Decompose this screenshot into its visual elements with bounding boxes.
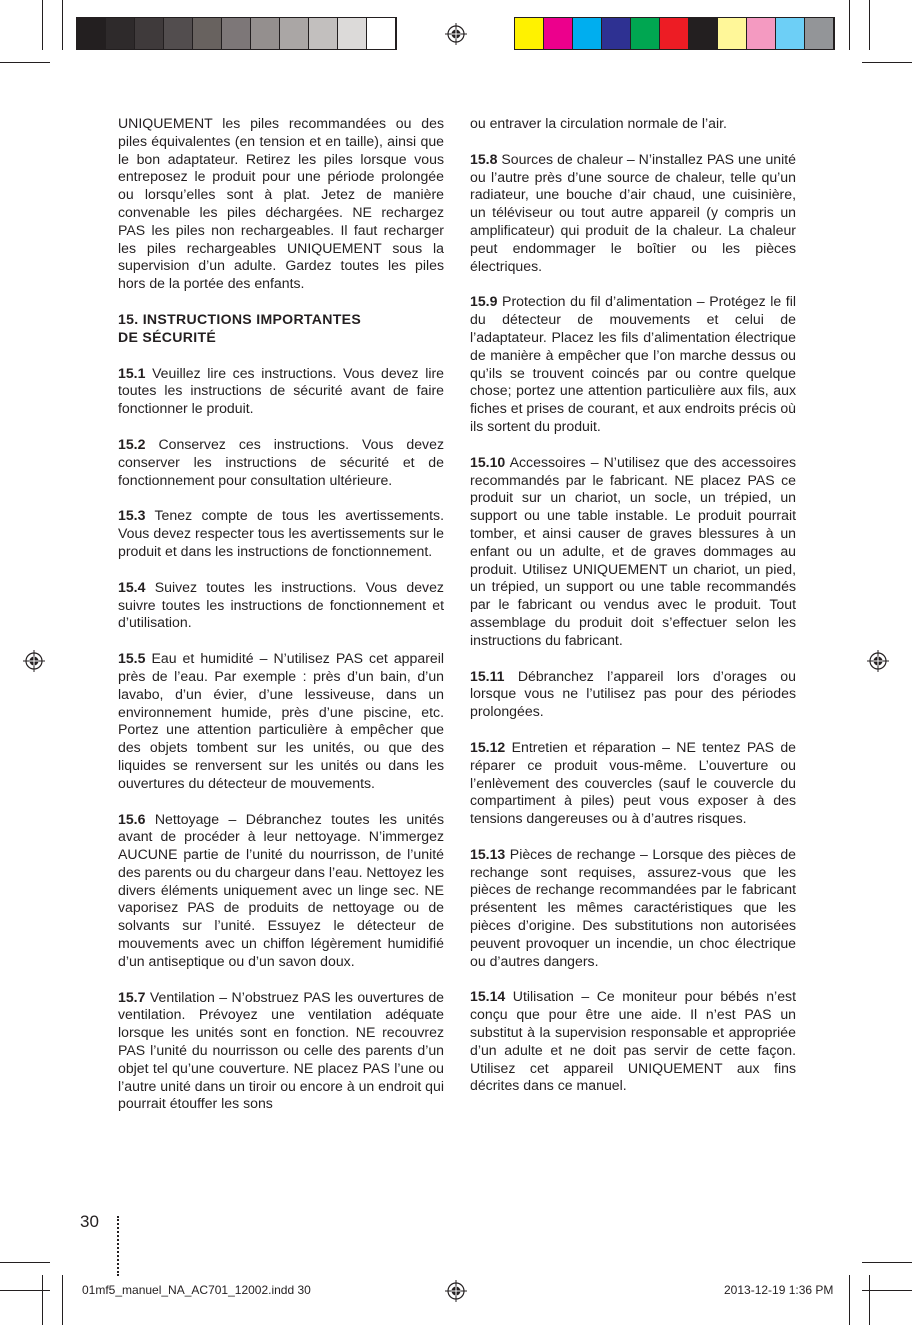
item-text: Pièces de rechange – Lorsque des pièces de rechange sont requises, assurez-vous que les pièces de rechange recommandées par le fabricant présentent les mêmes caractéristiques que les pièces d’origine. Des substitutions non autorisées peuvent provoquer un incendie, un choc électrique ou d’autres dangers.: [470, 845, 796, 969]
item-number: 15.3: [118, 507, 146, 524]
heading-line: DE SÉCURITÉ: [118, 328, 217, 345]
item-number: 15.11: [470, 667, 505, 684]
crosshair-target-icon: [23, 650, 45, 672]
color-swatch: [544, 18, 573, 49]
item-number: 15.7: [118, 988, 146, 1005]
item-number: 15.14: [470, 988, 506, 1005]
right-item-list: [470, 151, 796, 1095]
color-swatch: [222, 18, 251, 49]
grayscale-color-bar: [76, 17, 397, 50]
crosshair-target-icon: [445, 1280, 467, 1302]
numbered-instruction: [118, 650, 444, 792]
numbered-instruction: [470, 293, 796, 435]
color-swatch: [193, 18, 222, 49]
right-column: [470, 115, 796, 1113]
crop-mark: [849, 0, 850, 50]
item-text: Tenez compte de tous les avertissements. Vous devez respecter tous les avertissements sur le produit et dans les instructions de fonctionnement.: [118, 507, 444, 559]
item-text: Sources de chaleur – N’installez PAS une unité ou l’autre près d’une source de chaleur, telle qu’un radiateur, une bouche d’air chaud, une cuisinière, un téléviseur ou tout autre appareil (y compris un amplificateur) qui produit de la chaleur. La chaleur peut endommager le boîtier ou les pièces électriques.: [470, 150, 797, 274]
item-text: Veuillez lire ces instructions. Vous devez lire toutes les instructions de sécurité avant de faire fonctionner le produit.: [118, 364, 444, 417]
item-number: 15.6: [118, 810, 146, 827]
numbered-instruction: [118, 989, 444, 1114]
color-swatch: [689, 18, 718, 49]
color-swatch: [309, 18, 338, 49]
numbered-instruction: [470, 151, 796, 276]
color-swatch: [251, 18, 280, 49]
slug-filename: 01mf5_manuel_NA_AC701_12002.indd 30: [82, 1283, 311, 1297]
item-number: 15.12: [470, 738, 506, 755]
numbered-instruction: [118, 811, 444, 971]
item-text: Utilisation – Ce moniteur pour bébés n’est conçu que pour être une aide. Il n’est PAS un substitut à la supervision responsable et appropriée d’un adulte et ne doit pas servir de cette façon. Utilisez cet appareil UNIQUEMENT aux fins décrites dans ce manuel.: [470, 988, 796, 1094]
item-text: Entretien et réparation – NE tentez PAS de réparer ce produit vous-même. L’ouverture ou l’enlèvement des couvercles (sauf le couvercle du compartiment à piles) peut vous exposer à des tensions dangereuses ou à d’autres risques.: [470, 738, 796, 827]
crosshair-target-icon: [867, 650, 889, 672]
color-swatch: [805, 18, 834, 49]
color-swatch: [135, 18, 164, 49]
paragraph-continued: ou entraver la circulation normale de l’air.: [470, 115, 727, 131]
crop-mark: [862, 62, 912, 63]
section-heading: [118, 311, 444, 347]
color-swatch: [631, 18, 660, 49]
color-swatch: [573, 18, 602, 49]
numbered-instruction: [118, 436, 444, 489]
item-number: 15.9: [470, 293, 498, 310]
numbered-instruction: [118, 365, 444, 418]
color-swatch: [367, 18, 396, 49]
item-number: 15.13: [470, 845, 506, 862]
item-number: 15.10: [470, 453, 506, 470]
crop-mark: [862, 1262, 912, 1263]
item-text: Nettoyage – Débranchez toutes les unités avant de procéder à leur nettoyage. N’immergez AUCUNE partie de l’unité du nourrisson, de l’unité des parents ou du chargeur dans l’eau. Nettoyez les divers éléments uniquement avec un linge sec. NE vaporisez PAS de produits de nettoyage ou de solvants sur l’unité. Essuyez le détecteur de mouvements avec un chiffon légèrement humidifié d’un antiseptique ou d’un savon doux.: [118, 810, 444, 969]
item-number: 15.1: [118, 364, 146, 381]
color-swatch: [602, 18, 631, 49]
slug-date: 2013-12-19 1:36 PM: [724, 1283, 834, 1297]
numbered-instruction: [118, 507, 444, 560]
crop-mark: [869, 0, 870, 50]
process-color-bar: [514, 17, 835, 50]
crosshair-target-icon: [445, 23, 467, 45]
heading-line: 15. INSTRUCTIONS IMPORTANTES: [118, 310, 362, 327]
item-text: Débranchez l’appareil lors d’orages ou lorsque vous ne l’utilisez pas pour des périodes prolongées.: [470, 667, 796, 720]
color-swatch: [280, 18, 309, 49]
color-swatch: [77, 18, 106, 49]
numbered-instruction: [470, 846, 796, 971]
color-swatch: [338, 18, 367, 49]
numbered-instruction: [118, 579, 444, 632]
item-text: Eau et humidité – N’utilisez PAS cet appareil près de l’eau. Par exemple : près d’un bain, d’un lavabo, d’un évier, d’une lessiveuse, dans un environnement humide, près d’une piscine, etc. Portez une attention particulière à empêcher que des objets tombent sur les unités, ou que des liquides se renversent sur les unités ou dans les ouvertures du détecteur de mouvements.: [118, 650, 444, 791]
crop-mark: [42, 1275, 43, 1325]
crop-mark: [849, 1275, 850, 1325]
color-swatch: [164, 18, 193, 49]
item-text: Accessoires – N’utilisez que des accessoires recommandés par le fabricant. NE placez PAS ce produit sur un chariot, un socle, un trépied, un support ou une table instable. Le produit pourrait tomber, et ainsi causer de graves blessures à un enfant ou un adulte, et de graves dommages au produit. Utilisez UNIQUEMENT un chariot, un pied, un trépied, un support ou une table recommandés par le fabricant ou vendus avec le produit. Tout assemblage du produit doit s’effectuer selon les instructions du fabricant.: [470, 453, 796, 648]
crop-mark: [869, 1275, 870, 1325]
color-swatch: [660, 18, 689, 49]
crop-mark: [0, 1262, 50, 1263]
left-column: [118, 115, 444, 1131]
item-text: Protection du fil d’alimentation – Protégez le fil du détecteur de mouvements et celui de l’adaptateur. Placez les fils d’alimentation électrique de manière à empêcher que l’on marche dessus ou qu’ils se trouvent coincés par ou contre quelque chose; portez une attention particulière aux fils, aux fiches et prises de courant, et aux endroits précis où ils sortent du produit.: [470, 293, 796, 434]
color-swatch: [515, 18, 544, 49]
color-swatch: [776, 18, 805, 49]
crop-mark: [0, 62, 50, 63]
item-number: 15.4: [118, 578, 146, 595]
color-swatch: [718, 18, 747, 49]
item-text: Ventilation – N’obstruez PAS les ouvertures de ventilation. Prévoyez une ventilation adéquate lorsque les unités sont en fonction. NE recouvrez PAS l’unité du nourrisson ou celle des parents d’un objet tel qu’une couverture. NE placez PAS l’une ou l’autre unité dans un tiroir ou encore à un endroit qui pourrait étouffer les sons: [118, 988, 445, 1112]
paragraph-continued: UNIQUEMENT les piles recommandées ou des piles équivalentes (en tension et en taille), ainsi que le bon adaptateur. Retirez les piles lorsque vous entreposez le produit pour une période prolongée ou lorsqu’elles sont à plat. Jetez de manière convenable les piles déchargées. NE rechargez PAS les piles non rechargeables. Il faut recharger les piles rechargeables UNIQUEMENT sous la supervision d’un adulte. Gardez toutes les piles hors de la portée des enfants.: [118, 115, 444, 292]
numbered-instruction: [470, 988, 796, 1095]
numbered-instruction: [470, 454, 796, 650]
numbered-instruction: [470, 739, 796, 828]
item-number: 15.8: [470, 150, 498, 167]
crop-mark: [42, 0, 43, 50]
item-text: Conservez ces instructions. Vous devez conserver les instructions de sécurité et de fonctionnement pour consultation ultérieure.: [118, 435, 444, 488]
page-number: 30: [80, 1212, 99, 1231]
item-text: Suivez toutes les instructions. Vous devez suivre toutes les instructions de fonctionnement et d’utilisation.: [118, 578, 444, 631]
item-number: 15.5: [118, 650, 146, 667]
numbered-instruction: [470, 668, 796, 721]
color-swatch: [106, 18, 135, 49]
crop-mark: [62, 1275, 63, 1325]
item-number: 15.2: [118, 435, 146, 452]
dotted-rule: [117, 1216, 119, 1276]
color-swatch: [747, 18, 776, 49]
left-item-list: [118, 365, 444, 1114]
crop-mark: [62, 0, 63, 50]
